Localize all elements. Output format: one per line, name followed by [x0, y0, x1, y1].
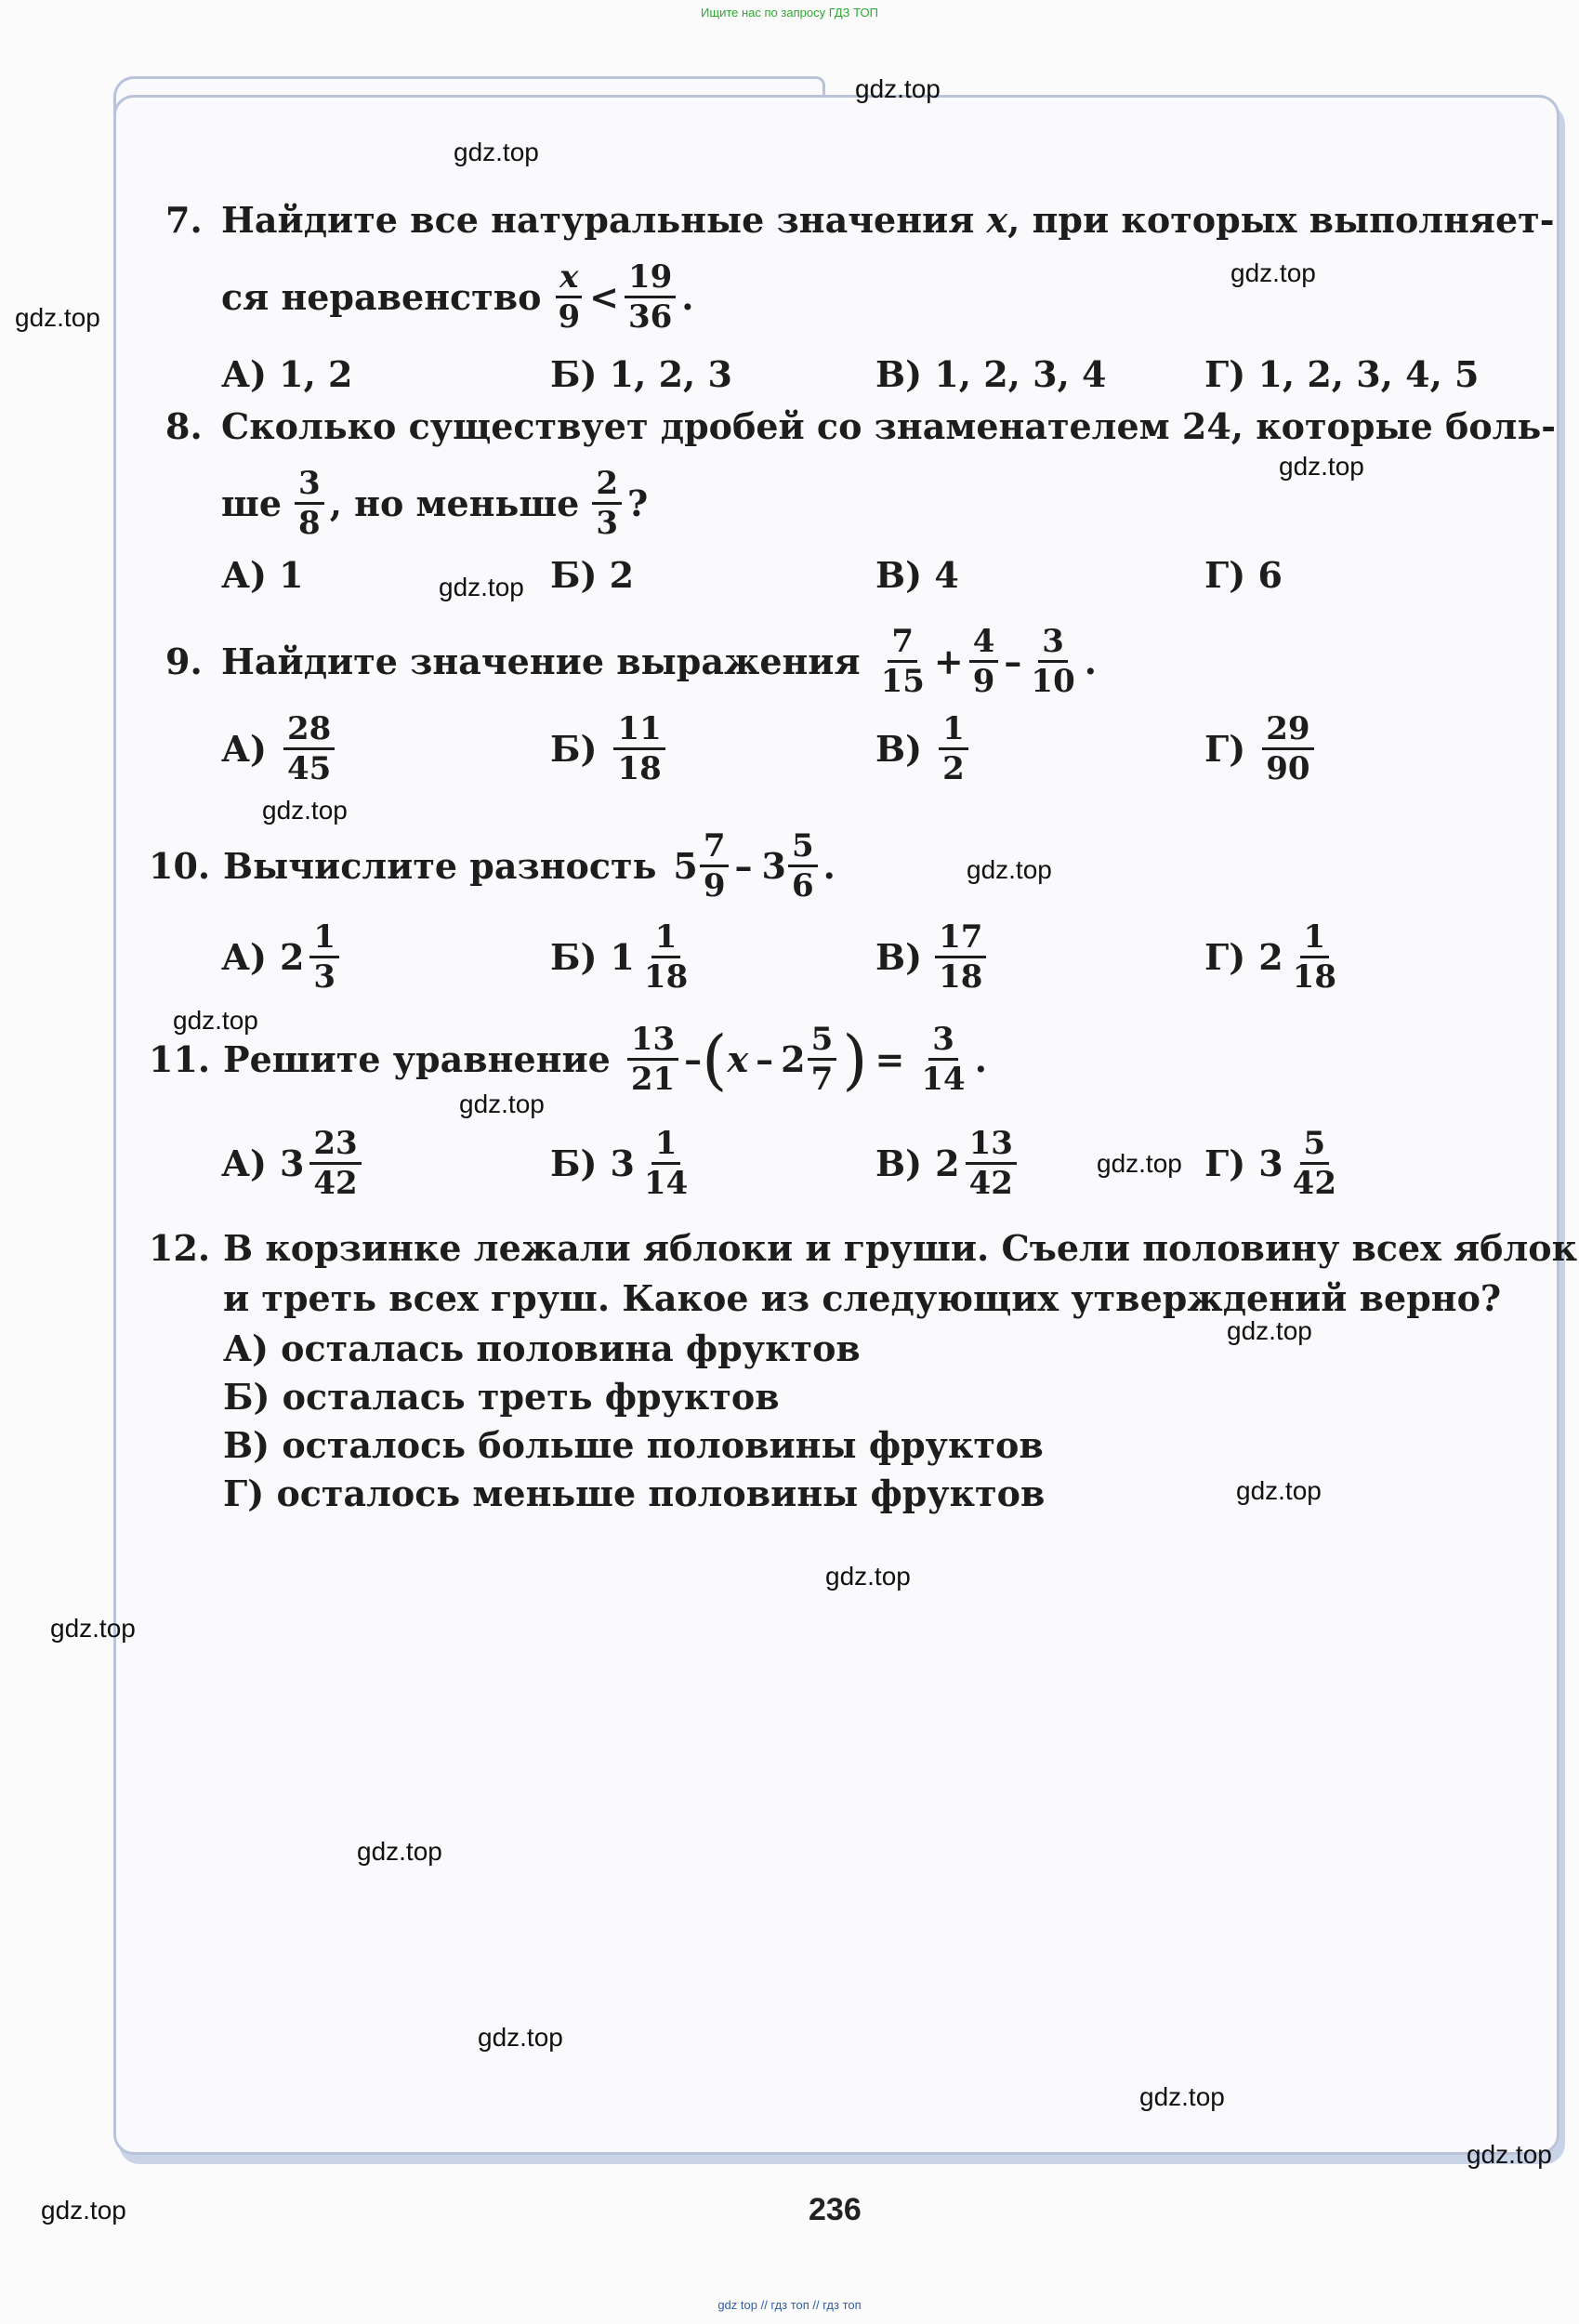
- fraction: [613, 710, 664, 787]
- punctuation: .: [822, 844, 836, 887]
- watermark: gdz.top: [1227, 1316, 1312, 1345]
- answer-option-d: [1204, 710, 1320, 787]
- watermark: gdz.top: [967, 855, 1052, 884]
- answer-option-c: [875, 1125, 1022, 1202]
- question-11: [149, 1021, 987, 1098]
- watermark: gdz.top: [459, 1089, 545, 1118]
- answer-option-a: А) 1, 2: [221, 353, 353, 395]
- answer-option-c: В) осталось больше половины фруктов: [223, 1424, 1044, 1466]
- denominator: 8: [298, 505, 321, 542]
- denominator: 15: [880, 663, 925, 700]
- operator: –: [684, 1037, 703, 1080]
- numerator: 1: [651, 1125, 681, 1165]
- denominator: 90: [1266, 750, 1310, 787]
- numerator: 5: [1300, 1125, 1330, 1165]
- fraction: [788, 827, 818, 905]
- answer-option-a: [221, 918, 345, 996]
- option-label: А): [221, 728, 267, 770]
- operator: +: [933, 640, 964, 682]
- fraction: [625, 258, 676, 336]
- answer-option-d: Г) 1, 2, 3, 4, 5: [1204, 353, 1480, 395]
- numerator: 1: [939, 710, 968, 750]
- operator: –: [756, 1037, 774, 1080]
- fraction: [969, 623, 999, 700]
- denominator: 18: [617, 750, 662, 787]
- whole-part: 2: [279, 936, 305, 978]
- question-text: , при которых выполняет-: [1007, 199, 1555, 241]
- numerator: 1: [1300, 918, 1330, 958]
- numerator: 29: [1262, 710, 1313, 750]
- denominator: 2: [942, 750, 965, 787]
- question-12-line1: [149, 1225, 1577, 1272]
- denominator: 45: [286, 750, 332, 787]
- watermark: gdz.top: [1467, 2140, 1552, 2169]
- option-label: А): [221, 1142, 267, 1184]
- question-8-line1: [165, 403, 1556, 450]
- denominator: 18: [939, 958, 983, 996]
- watermark: gdz.top: [1279, 452, 1364, 481]
- operator: –: [1004, 640, 1022, 682]
- question-number: 11.: [149, 1037, 211, 1080]
- watermark: gdz.top: [15, 303, 100, 332]
- numerator: 13: [966, 1125, 1017, 1165]
- denominator: 14: [921, 1061, 966, 1098]
- question-12-line2: и треть всех груш. Какое из следующих утверждений верно?: [223, 1277, 1502, 1319]
- fraction: [309, 918, 339, 996]
- numerator: 4: [969, 623, 999, 663]
- punctuation: .: [681, 275, 694, 318]
- left-parenthesis: (: [702, 1021, 728, 1098]
- option-label: Г): [1204, 936, 1246, 978]
- fraction: [808, 1021, 837, 1098]
- denominator: 7: [810, 1061, 834, 1098]
- denominator: 10: [1031, 663, 1075, 700]
- whole-part: 3: [1258, 1142, 1283, 1184]
- numerator: 19: [625, 258, 676, 298]
- whole-part: 3: [279, 1142, 305, 1184]
- whole-part: 2: [935, 1142, 960, 1184]
- option-label: Г): [1204, 728, 1246, 770]
- question-number: 10.: [149, 844, 211, 887]
- denominator: 42: [313, 1165, 358, 1202]
- numerator: 1: [651, 918, 681, 958]
- whole-part: 2: [781, 1037, 806, 1080]
- page-number: 236: [809, 2192, 862, 2227]
- bottom-note: gdz top // гдз топ // гдз топ: [717, 2298, 862, 2312]
- watermark: gdz.top: [50, 1614, 136, 1643]
- question-text: Решите уравнение: [223, 1037, 611, 1080]
- option-label: В): [875, 1142, 923, 1184]
- denominator: 6: [791, 867, 814, 905]
- fraction: [283, 710, 335, 787]
- numerator: 7: [888, 623, 917, 663]
- fraction: [640, 918, 691, 996]
- option-label: Б): [550, 1142, 598, 1184]
- operator: –: [734, 844, 753, 887]
- fraction: [309, 1125, 361, 1202]
- denominator: 18: [643, 958, 689, 996]
- fraction: [295, 465, 324, 542]
- answer-option-b: [550, 710, 671, 787]
- question-9: [165, 623, 1097, 700]
- answer-option-a: [221, 1125, 367, 1202]
- numerator: x: [556, 258, 582, 298]
- answer-option-c: [875, 918, 992, 996]
- denominator: 36: [627, 298, 673, 336]
- punctuation: .: [1084, 640, 1097, 682]
- fraction: [939, 710, 968, 787]
- answer-option-a: А) осталась половина фруктов: [223, 1327, 861, 1369]
- answer-option-a: А) 1: [221, 554, 304, 596]
- watermark: gdz.top: [1236, 1476, 1322, 1505]
- question-text: Вычислите разность: [223, 844, 657, 887]
- question-7-line1: [165, 197, 1554, 244]
- denominator: 42: [968, 1165, 1013, 1202]
- answer-option-b: Б) 1, 2, 3: [550, 353, 732, 395]
- watermark: gdz.top: [262, 796, 348, 825]
- question-text: Найдите все натуральные значения: [221, 199, 975, 241]
- watermark: gdz.top: [454, 138, 539, 166]
- numerator: 5: [808, 1021, 837, 1061]
- watermark: gdz.top: [173, 1006, 258, 1035]
- question-text: , но меньше: [329, 482, 580, 524]
- option-label: В): [875, 936, 923, 978]
- fraction: [935, 918, 986, 996]
- answer-option-c: В) 4: [875, 554, 959, 596]
- variable: x: [727, 1037, 749, 1080]
- operator: =: [875, 1037, 905, 1080]
- whole-part: 3: [761, 844, 786, 887]
- answer-option-b: Б) 2: [550, 554, 635, 596]
- question-8-line2: [221, 465, 648, 542]
- fraction: [1027, 623, 1078, 700]
- answer-option-c: [875, 710, 974, 787]
- question-text: ше: [221, 482, 283, 524]
- denominator: 9: [558, 298, 581, 336]
- answer-option-c: В) 1, 2, 3, 4: [875, 353, 1107, 395]
- denominator: 9: [703, 867, 726, 905]
- whole-part: 3: [610, 1142, 635, 1184]
- answer-option-d: [1204, 918, 1346, 996]
- whole-part: 5: [673, 844, 698, 887]
- answer-option-b: [550, 1125, 697, 1202]
- watermark: gdz.top: [478, 2023, 563, 2052]
- numerator: 5: [788, 827, 818, 867]
- fraction: [700, 827, 730, 905]
- watermark: gdz.top: [439, 573, 524, 601]
- fraction: [917, 1021, 968, 1098]
- watermark: gdz.top: [1139, 2082, 1225, 2111]
- numerator: 3: [1038, 623, 1068, 663]
- answer-option-d: Г) 6: [1204, 554, 1283, 596]
- numerator: 3: [295, 465, 324, 505]
- numerator: 17: [935, 918, 986, 958]
- option-label: А): [221, 936, 267, 978]
- variable: x: [986, 199, 1008, 241]
- watermark: gdz.top: [1097, 1149, 1182, 1178]
- denominator: 3: [596, 505, 619, 542]
- denominator: 9: [972, 663, 995, 700]
- answer-option-b: [550, 918, 697, 996]
- question-7-line2: [221, 258, 694, 336]
- fraction: [554, 258, 584, 336]
- operator: <: [589, 275, 619, 318]
- numerator: 28: [283, 710, 335, 750]
- whole-part: 1: [610, 936, 635, 978]
- punctuation: .: [974, 1037, 987, 1080]
- whole-part: 2: [1258, 936, 1283, 978]
- watermark: gdz.top: [825, 1562, 911, 1591]
- fraction: [877, 623, 928, 700]
- answer-option-b: Б) осталась треть фруктов: [223, 1376, 780, 1418]
- question-text: Найдите значение выражения: [221, 640, 861, 682]
- answer-option-d: [1204, 1125, 1346, 1202]
- fraction: [1289, 1125, 1340, 1202]
- right-parenthesis: ): [842, 1021, 868, 1098]
- question-number: 7.: [165, 199, 203, 241]
- numerator: 13: [627, 1021, 678, 1061]
- numerator: 3: [928, 1021, 958, 1061]
- question-text: В корзинке лежали яблоки и груши. Съели половину всех яблок: [223, 1227, 1578, 1269]
- option-label: Б): [550, 728, 598, 770]
- top-note: Ищите нас по запросу ГДЗ ТОП: [701, 6, 878, 20]
- denominator: 18: [1292, 958, 1336, 996]
- watermark: gdz.top: [41, 2196, 126, 2225]
- denominator: 3: [313, 958, 336, 996]
- fraction: [1289, 918, 1340, 996]
- fraction: [966, 1125, 1017, 1202]
- watermark: gdz.top: [357, 1837, 442, 1866]
- question-number: 8.: [165, 405, 203, 447]
- denominator: 42: [1292, 1165, 1336, 1202]
- answer-option-d: Г) осталось меньше половины фруктов: [223, 1472, 1046, 1514]
- numerator: 11: [613, 710, 664, 750]
- watermark: gdz.top: [1230, 258, 1316, 287]
- fraction: [592, 465, 622, 542]
- question-10: [149, 827, 836, 905]
- option-label: Г): [1204, 1142, 1246, 1184]
- question-text: ся неравенство: [221, 275, 542, 318]
- fraction: [640, 1125, 691, 1202]
- question-number: 12.: [149, 1227, 211, 1269]
- option-label: В): [875, 728, 923, 770]
- fraction: [627, 1021, 678, 1098]
- numerator: 23: [309, 1125, 361, 1165]
- answer-option-a: [221, 710, 340, 787]
- question-text: Сколько существует дробей со знаменателем 24, которые боль-: [221, 405, 1557, 447]
- fraction: [1262, 710, 1313, 787]
- numerator: 7: [700, 827, 730, 867]
- numerator: 2: [592, 465, 622, 505]
- question-number: 9.: [165, 640, 203, 682]
- denominator: 14: [643, 1165, 689, 1202]
- denominator: 21: [630, 1061, 676, 1098]
- punctuation: ?: [627, 482, 649, 524]
- option-label: Б): [550, 936, 598, 978]
- numerator: 1: [309, 918, 339, 958]
- watermark: gdz.top: [855, 74, 941, 103]
